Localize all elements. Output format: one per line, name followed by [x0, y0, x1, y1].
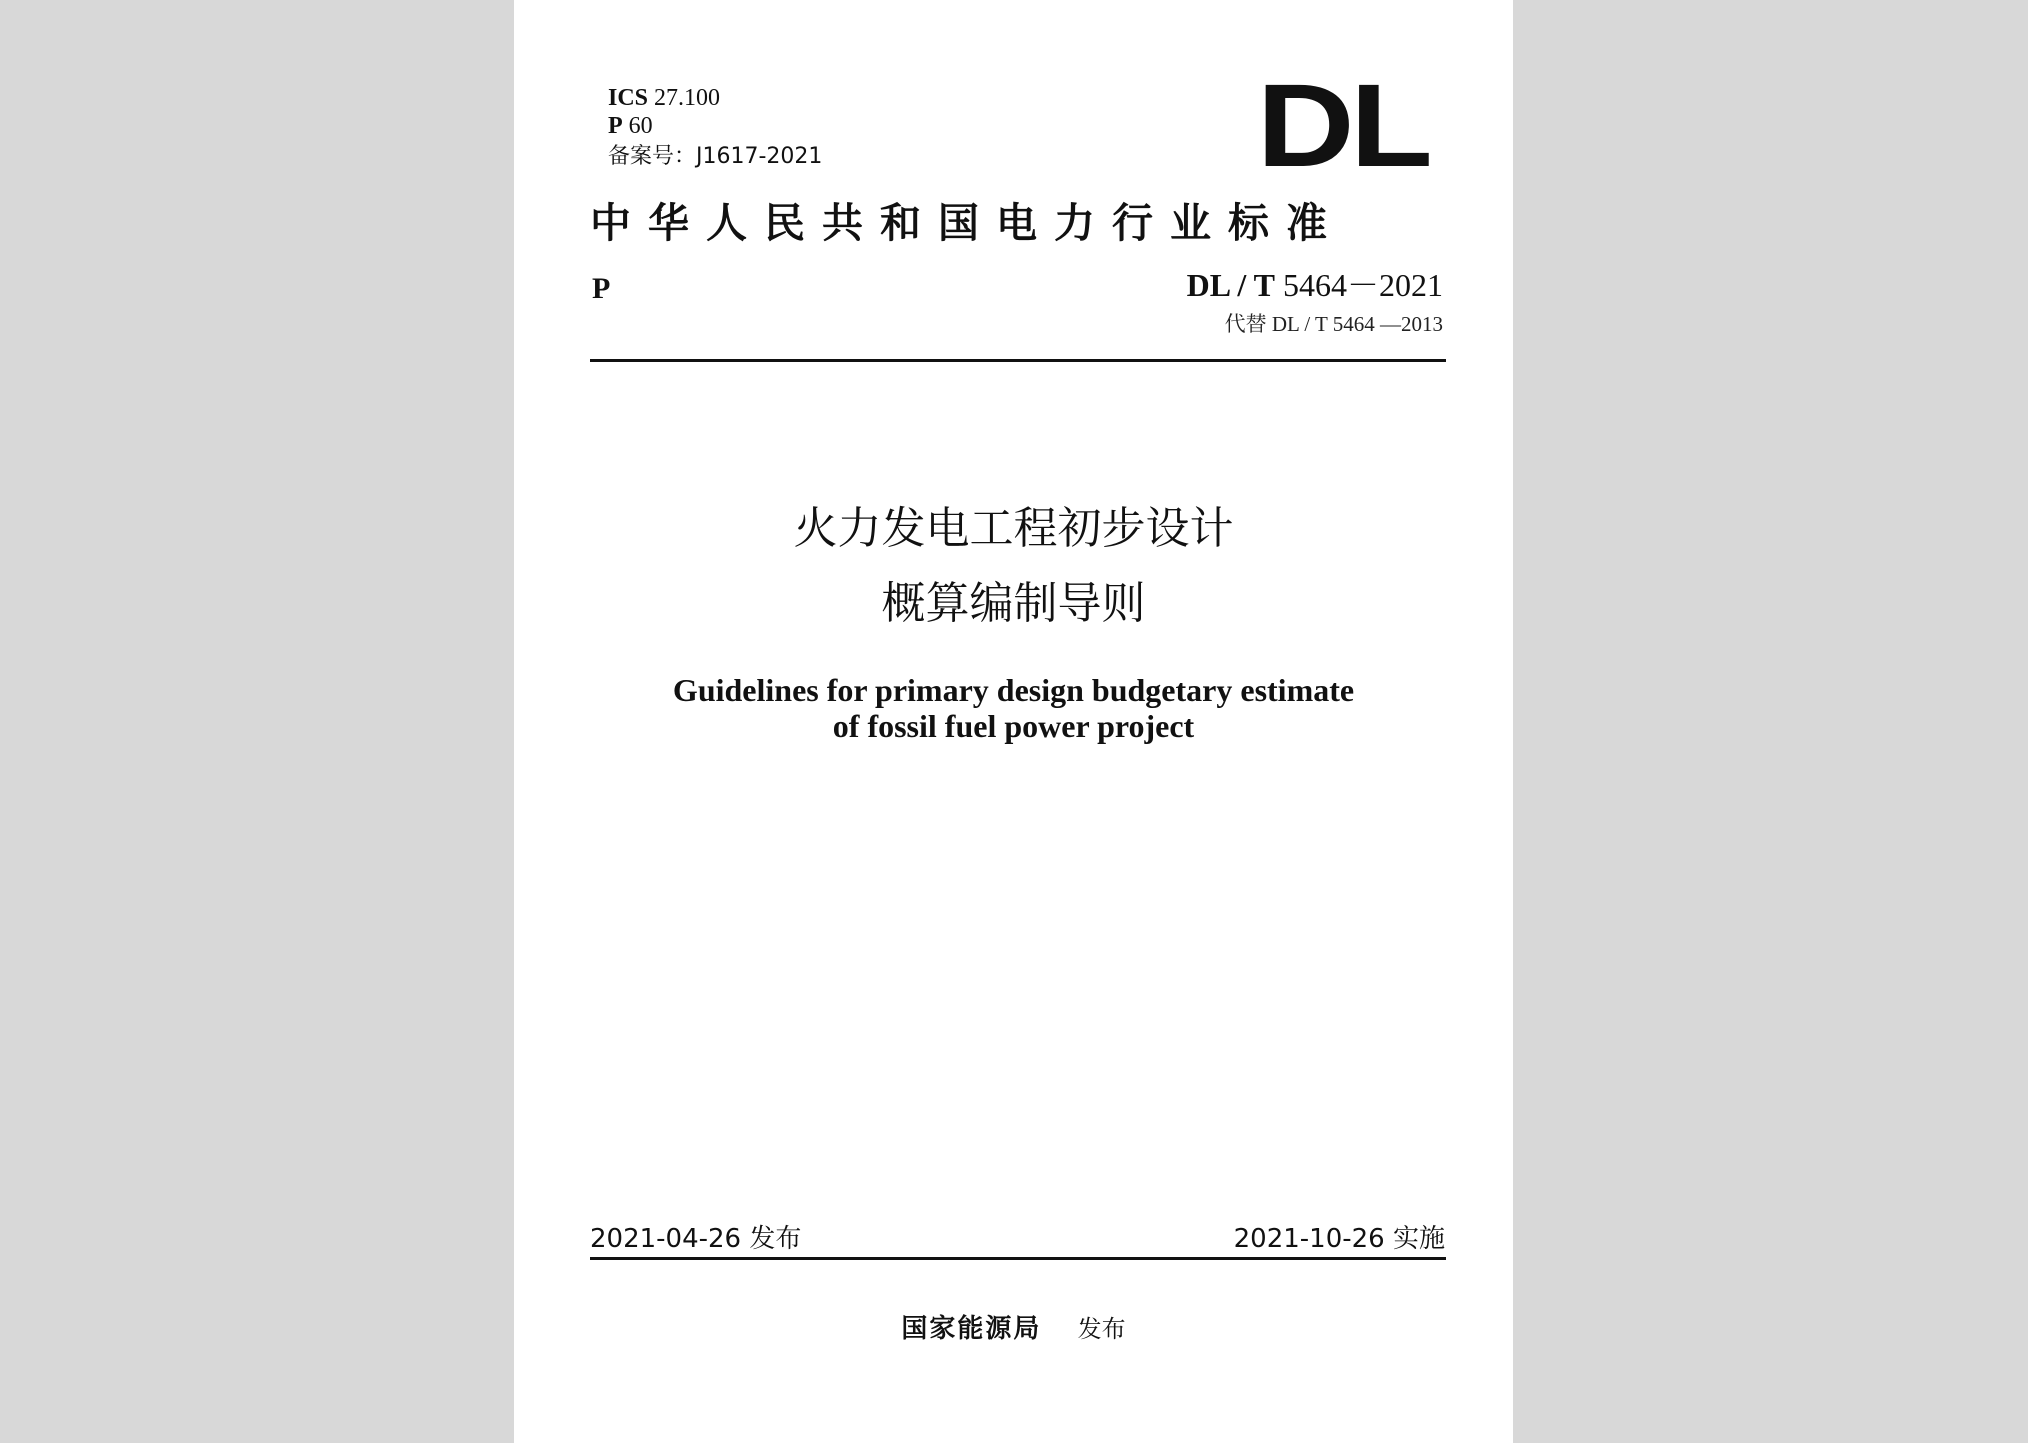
- title-cn-line2: 概算编制导则: [881, 578, 1146, 629]
- ics-value: 27.100: [654, 85, 721, 111]
- effective-date: 2021-10-26 实施: [1233, 1224, 1445, 1254]
- ics-prefix: ICS: [608, 85, 649, 111]
- standard-code-number: 5464－2021: [1282, 267, 1443, 303]
- dl-logo: DL: [1256, 60, 1428, 192]
- title-en-line2: of fossil fuel power project: [832, 708, 1195, 744]
- standard-code: [1187, 260, 1443, 306]
- title-cn-line1: 火力发电工程初步设计: [793, 503, 1234, 554]
- title-en-line1: Guidelines for primary design budgetary estimate: [672, 672, 1355, 708]
- publisher-name: 国家能源局: [901, 1314, 1042, 1344]
- ics-code: [608, 84, 720, 112]
- standard-code-prefix: DL / T: [1186, 267, 1275, 303]
- record-number: 备案号：J1617-2021: [608, 144, 823, 169]
- classification-letter: P: [592, 272, 611, 305]
- top-divider: [590, 359, 1446, 362]
- document-page: [514, 0, 1513, 1443]
- bottom-divider: [590, 1257, 1446, 1260]
- publisher-action: 发布: [1077, 1315, 1126, 1343]
- issue-date: 2021-04-26 发布: [590, 1224, 802, 1254]
- p-value: 60: [628, 113, 653, 139]
- organization-heading: 中华人民共和国电力行业标准: [590, 199, 1344, 247]
- p-code: [608, 112, 653, 140]
- publisher: [514, 1308, 1513, 1345]
- replaces-note: 代替 DL / T 5464 —2013: [1224, 312, 1443, 336]
- p-prefix: P: [608, 113, 623, 139]
